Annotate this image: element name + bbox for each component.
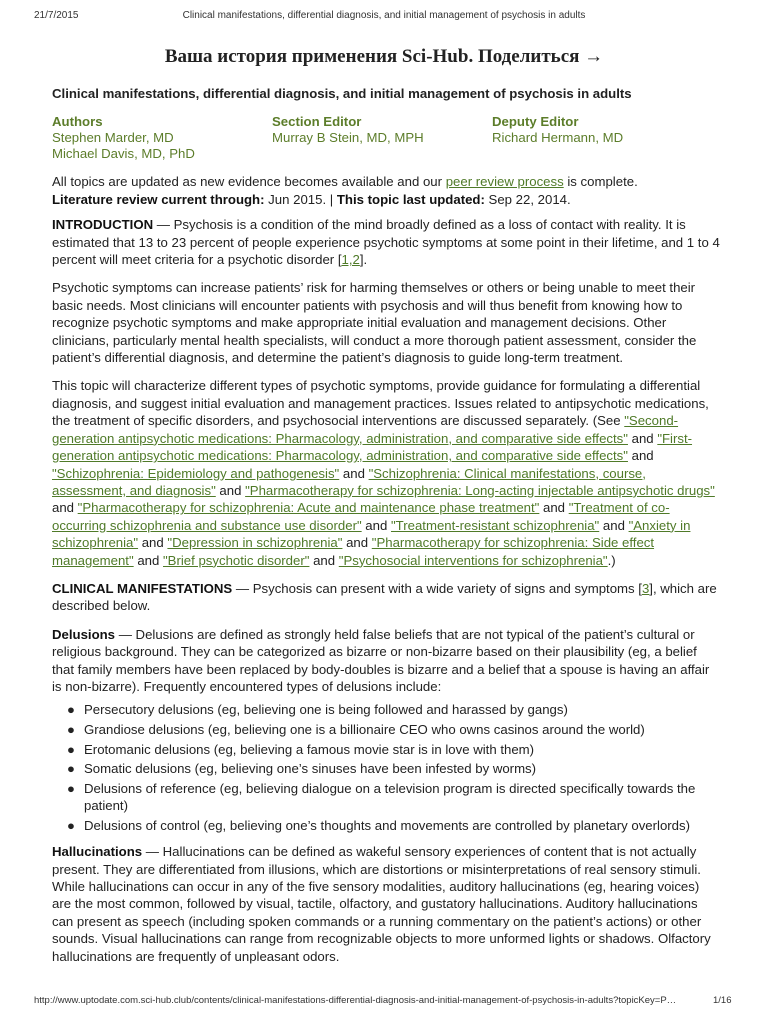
list-item: ● Grandiose delusions (eg, believing one is a billionaire CEO who owns casinos around the world): [67, 721, 645, 737]
bullet-icon: ●: [67, 761, 75, 777]
intro-heading: INTRODUCTION: [52, 217, 154, 233]
list-item: ● Persecutory delusions (eg, believing one is being followed and harassed by gangs): [67, 702, 568, 718]
topic-link[interactable]: "Treatment-resistant schizophrenia": [390, 517, 600, 533]
intro-paragraph-2: Psychotic symptoms can increase patients’ risk for harming themselves or others or being unable to meet their basic needs. Most clinicians will encounter patients with psychosis and will thus benefit from knowing how to recognize psychotic symptoms and make appropriate initial evaluation and management decisions. Other clinicians, particularly mental health specialists, will conduct a more thorough patient assessment, consider the patient’s differential diagnosis, and determine the patient’s diagnosis to guide long-term treatment.: [52, 280, 697, 366]
topic-link[interactable]: "Anxiety in schizophrenia": [52, 517, 691, 551]
author-name[interactable]: Stephen Marder, MD: [52, 130, 174, 146]
bullet-icon: ●: [67, 702, 75, 718]
authors-column: [52, 114, 272, 162]
print-date: 21/7/2015: [34, 10, 79, 21]
article-title: Clinical manifestations, differential diagnosis, and initial management of psychosis in adults: [52, 86, 632, 101]
topic-link[interactable]: "Pharmacotherapy for schizophrenia: Long-acting injectable antipsychotic drugs": [245, 482, 715, 498]
intro-paragraph-1: INTRODUCTION — Psychosis is a condition of the mind broadly defined as a loss of contact with reality. It is estimated that 13 to 23 percent of people experience psychotic symptoms at some point in their lifetime, and 1 to 4 percent will meet criteria for a psychotic disorder [1,2].: [52, 217, 720, 268]
clinical-heading: CLINICAL MANIFESTATIONS: [52, 580, 233, 596]
list-item: ● Erotomanic delusions (eg, believing a famous movie star is in love with them): [67, 741, 535, 757]
print-header-title: Clinical manifestations, differential diagnosis, and initial management of psychosis in adults: [182, 10, 586, 21]
topic-link[interactable]: "Second-generation antipsychotic medications: Pharmacology, administration, and comparative side effects": [52, 413, 679, 446]
hallucinations-paragraph: Hallucinations — Hallucinations can be defined as wakeful sensory experiences of content that is not actually present. They are differentiated from illusions, which are distortions or misinterpretations of real sensory stimuli. While hallucinations can occur in any of the five sensory modalities, auditory hallucinations (eg, hearing voices) are the most common, followed by visual, tactile, olfactory, and gustatory hallucinations. Auditory hallucinations can present as speech (including spoken commands or a running commentary on the patient’s actions) or other sounds. Visual hallucinations can range from recognizable objects to more unformed lights or shadows. Olfactory hallucinations are frequently of unpleasant odors.: [52, 844, 711, 964]
deputy-editor-name[interactable]: Richard Hermann, MD: [492, 130, 624, 146]
section-editor-column: [272, 114, 492, 162]
bullet-icon: ●: [67, 780, 75, 796]
intro-paragraph-3: This topic will characterize different types of psychotic symptoms, provide guidance for formulating a differential diagnosis, and suggest initial evaluation and management practices. Issues related to antipsychotic medications, the treatment of specific disorders, and psychosocial interventions are discussed separately. (See "Second-generation antipsychotic medications: Pharmacology, administration, and comparative side effects" and "First-generation antipsychotic medications: Pharmacology, administration, and comparative side effects" and "Schizophrenia: Epidemiology and pathogenesis" and "Schizophrenia: Clinical manifestations, course, assessment, and diagnosis" and "Pharmacotherapy for schizophrenia: Long-acting injectable antipsychotic drugs" and "Pharmacotherapy for schizophrenia: Acute and maintenance phase treatment" and "Treatment of co-occurring schizophrenia and substance use disorder" and "Treatment-resistant schizophrenia" and "Anxiety in schizophrenia" and "Depression in schizophrenia" and "Pharmacotherapy for schizophrenia: Side effect management" and "Brief psychotic disorder" and "Psychosocial interventions for schizophrenia".): [52, 378, 715, 568]
scihub-banner[interactable]: Ваша история применения Sci-Hub. Поделиться →: [164, 46, 604, 67]
topic-link[interactable]: "Schizophrenia: Clinical manifestations, course, assessment, and diagnosis": [52, 465, 646, 498]
update-notice: All topics are updated as new evidence becomes available and our peer review process is complete.: [52, 174, 638, 190]
topic-link[interactable]: "Brief psychotic disorder": [163, 552, 310, 568]
topic-link[interactable]: "Depression in schizophrenia": [167, 535, 343, 551]
clinical-paragraph: CLINICAL MANIFESTATIONS — Psychosis can present with a wide variety of signs and symptoms [3], which are described below.: [52, 580, 717, 614]
list-item: ● Delusions of reference (eg, believing dialogue on a television program is directed specifically towards the patient): [67, 780, 696, 814]
topic-link[interactable]: "Pharmacotherapy for schizophrenia: Side effect management": [52, 535, 655, 568]
deputy-editor-column: [492, 114, 720, 162]
reference-link[interactable]: 1,2: [341, 252, 360, 268]
section-editor-label: Section Editor: [272, 114, 362, 130]
delusion-types-list: [52, 701, 720, 834]
authors-label: Authors: [52, 114, 103, 130]
article-credits: [52, 114, 720, 162]
author-name[interactable]: Michael Davis, MD, PhD: [52, 146, 195, 162]
topic-link[interactable]: "Treatment of co-occurring schizophrenia and substance use disorder": [52, 500, 670, 533]
topic-link[interactable]: "Psychosocial interventions for schizophrenia": [338, 552, 608, 568]
delusions-heading: Delusions: [52, 626, 116, 642]
deputy-editor-label: Deputy Editor: [492, 114, 579, 130]
article: [52, 85, 720, 965]
topic-link[interactable]: "Schizophrenia: Epidemiology and pathogenesis": [52, 465, 340, 481]
bullet-icon: ●: [67, 817, 75, 833]
list-item: ● Somatic delusions (eg, believing one’s sinuses have been infested by worms): [67, 761, 537, 777]
bullet-icon: ●: [67, 721, 75, 737]
reference-link[interactable]: 3: [641, 580, 650, 596]
peer-review-link[interactable]: peer review process: [445, 174, 564, 190]
list-item: ● Delusions of control (eg, believing one’s thoughts and movements are controlled by planetary overlords): [67, 817, 690, 833]
review-dates: Literature review current through: Jun 2015. | This topic last updated: Sep 22, 2014.: [52, 191, 571, 207]
topic-link[interactable]: "Pharmacotherapy for schizophrenia: Acute and maintenance phase treatment": [77, 500, 540, 516]
topic-link[interactable]: "First-generation antipsychotic medications: Pharmacology, administration, and comparative side effects": [52, 430, 693, 464]
section-editor-name[interactable]: Murray B Stein, MD, MPH: [272, 130, 424, 146]
hallucinations-heading: Hallucinations: [52, 844, 143, 860]
delusions-paragraph: Delusions — Delusions are defined as strongly held false beliefs that are not typical of the patient’s cultural or religious background. They can be categorized as bizarre or non-bizarre based on their plausibility (eg, a belief that family members have been replaced by body-doubles is bizarre and a belief that a spouse is having an affair is non-bizarre). Frequently encountered types of delusions include:: [52, 626, 710, 694]
print-footer-url: http://www.uptodate.com.sci-hub.club/contents/clinical-manifestations-differential-diagnosis-and-initial-management-of-psychosis-in-adults?topicKey=P…: [34, 995, 677, 1006]
page-number: 1/16: [713, 995, 732, 1006]
bullet-icon: ●: [67, 741, 75, 757]
